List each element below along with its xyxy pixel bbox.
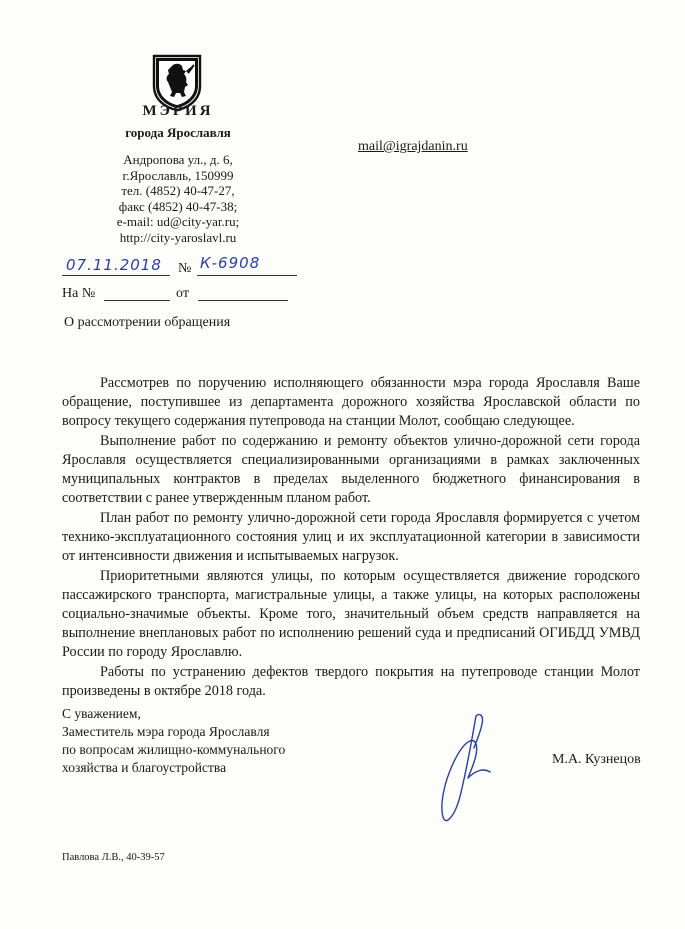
position-line: хозяйства и благоустройства — [62, 760, 227, 775]
executor-contact: Павлова Л.В., 40-39-57 — [62, 852, 165, 863]
number-underline — [197, 275, 297, 276]
body-paragraph: Выполнение работ по содержанию и ремонту объектов улично-дорожной сети города Ярославля осуществляется специализированными организациями в рамках заключенных муниципальных контрактов в пределах выделенного бюджетного финансирования в соответствии с ранее утвержденным планом работ. — [62, 433, 640, 506]
org-subtitle: города Ярославля — [125, 125, 231, 140]
org-title: МЭРИЯ — [142, 103, 214, 119]
closing-block — [62, 705, 285, 777]
closing-greeting: С уважением, — [62, 706, 141, 721]
handwritten-number: К-6908 — [200, 254, 261, 272]
handwritten-date: 07.11.2018 — [66, 256, 162, 274]
address-line: http://city-yaroslavl.ru — [119, 229, 237, 245]
from-label: от — [176, 286, 189, 301]
address-line: факс (4852) 40-47-38; — [118, 198, 238, 214]
reply-to-label: На № — [62, 286, 96, 301]
body-paragraph: Работы по устранению дефектов твердого покрытия на путепроводе станции Молот произведены в октябре 2018 года. — [62, 664, 640, 699]
recipient-email: mail@igrajdanin.ru — [358, 139, 468, 154]
signature-icon — [432, 708, 502, 828]
signer-name: М.А. Кузнецов — [552, 752, 641, 767]
letter-body — [62, 374, 640, 701]
address-line: тел. (4852) 40-47-27, — [121, 183, 235, 199]
reply-date-blank — [198, 300, 288, 301]
number-sign: № — [178, 261, 192, 276]
registration-line — [62, 256, 312, 280]
reply-reference-line — [62, 286, 302, 306]
address-line: г.Ярославль, 150999 — [122, 167, 234, 183]
date-underline — [62, 275, 170, 276]
org-address — [98, 152, 258, 246]
address-line: e-mail: ud@city-yar.ru; — [116, 214, 240, 230]
address-line: Андропова ул., д. 6, — [123, 152, 233, 167]
position-line: Заместитель мэра города Ярославля — [62, 724, 270, 739]
body-paragraph: Рассмотрев по поручению исполняющего обязанности мэра города Ярославля Ваше обращение, поступившее из департамента дорожного хозяйства Ярославской области по вопросу текущего содержания путепровода на станции Молот, сообщаю следующее. — [62, 375, 640, 429]
letter-subject: О рассмотрении обращения — [64, 315, 231, 330]
position-line: по вопросам жилищно-коммунального — [62, 742, 286, 757]
body-paragraph: План работ по ремонту улично-дорожной сети города Ярославля формируется с учетом технико-эксплуатационного состояния улиц и их эксплуатационной категории в зависимости от интенсивности движения и испытываемых нагрузок. — [62, 510, 640, 564]
reply-number-blank — [104, 300, 170, 301]
body-paragraph: Приоритетными являются улицы, по которым осуществляется движение городского пассажирского транспорта, магистральные улицы, а также улицы, на которых расположены социально-значимые объекты. Кроме того, значительный объем средств направляется на выполнение внеплановых работ по исполнению решений суда и предписаний ОГИБДД УМВД России по городу Ярославлю. — [62, 568, 640, 660]
